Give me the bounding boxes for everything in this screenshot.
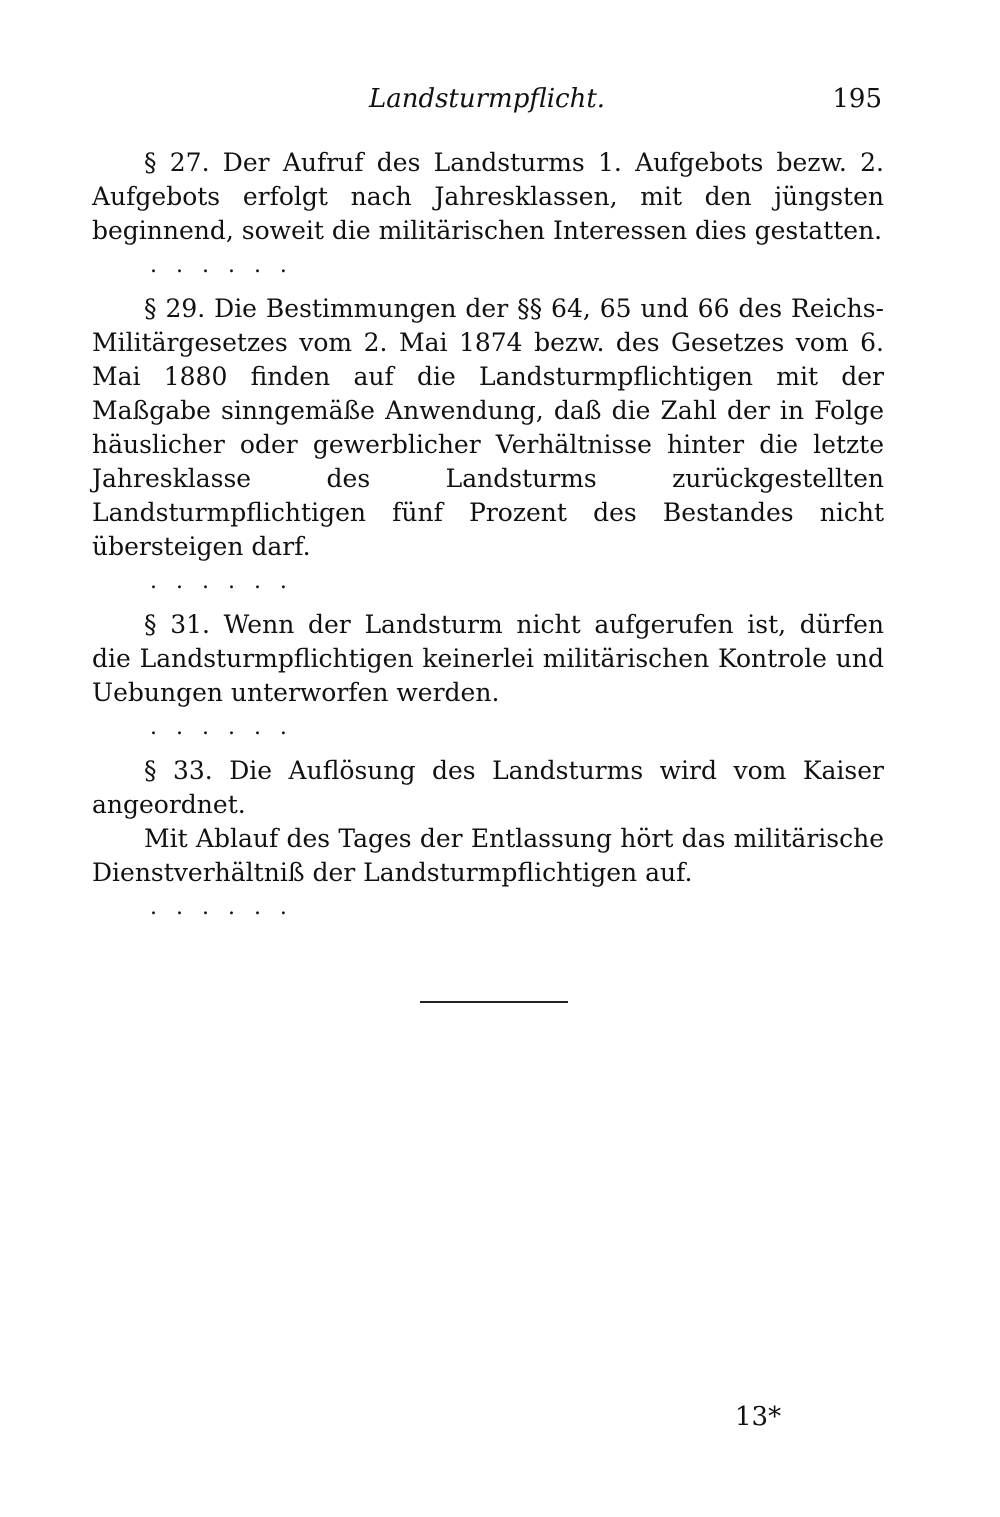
running-head [92,84,882,124]
body-text [92,146,884,934]
omission-marks: . . . . . . [150,715,293,740]
section-end-rule [420,1001,568,1003]
omission-marks: . . . . . . [150,253,293,278]
page-number: 195 [832,84,882,114]
paragraph-33: § 33. Die Auflösung des Landsturms wird vom Kaiser angeordnet. [92,756,884,819]
paragraph-29: § 29. Die Bestimmungen der §§ 64, 65 und 66 des Reichs-Militärgesetzes vom 2. Mai 1874 bezw. des Gesetzes vom 6. Mai 1880 finden auf die Landsturmpflichtigen mit der Maßgabe sinngemäße Anwendung, daß die Zahl der in Folge häuslicher oder gewerblicher Verhältnisse hinter die letzte Jahresklasse des Landsturms zurückgestellten Landsturmpflichtigen fünf Prozent des Bestandes nicht übersteigen darf. [92,294,884,561]
running-title: Landsturmpflicht. [368,84,606,114]
paragraph-27: § 27. Der Aufruf des Landsturms 1. Aufgebots bezw. 2. Aufgebots erfolgt nach Jahresklassen, mit den jüngsten beginnend, soweit die militärischen Interessen dies gestatten. [92,148,884,245]
paragraph-33-continuation: Mit Ablauf des Tages der Entlassung hört das militärische Dienstverhältniß der Landsturmpflichtigen auf. [92,824,884,887]
omission-marks: . . . . . . [150,895,293,920]
omission-marks: . . . . . . [150,569,293,594]
paragraph-31: § 31. Wenn der Landsturm nicht aufgerufen ist, dürfen die Landsturmpflichtigen keinerlei militärischen Kontrole und Uebungen unterworfen werden. [92,610,884,707]
signature-mark: 13* [735,1402,782,1432]
